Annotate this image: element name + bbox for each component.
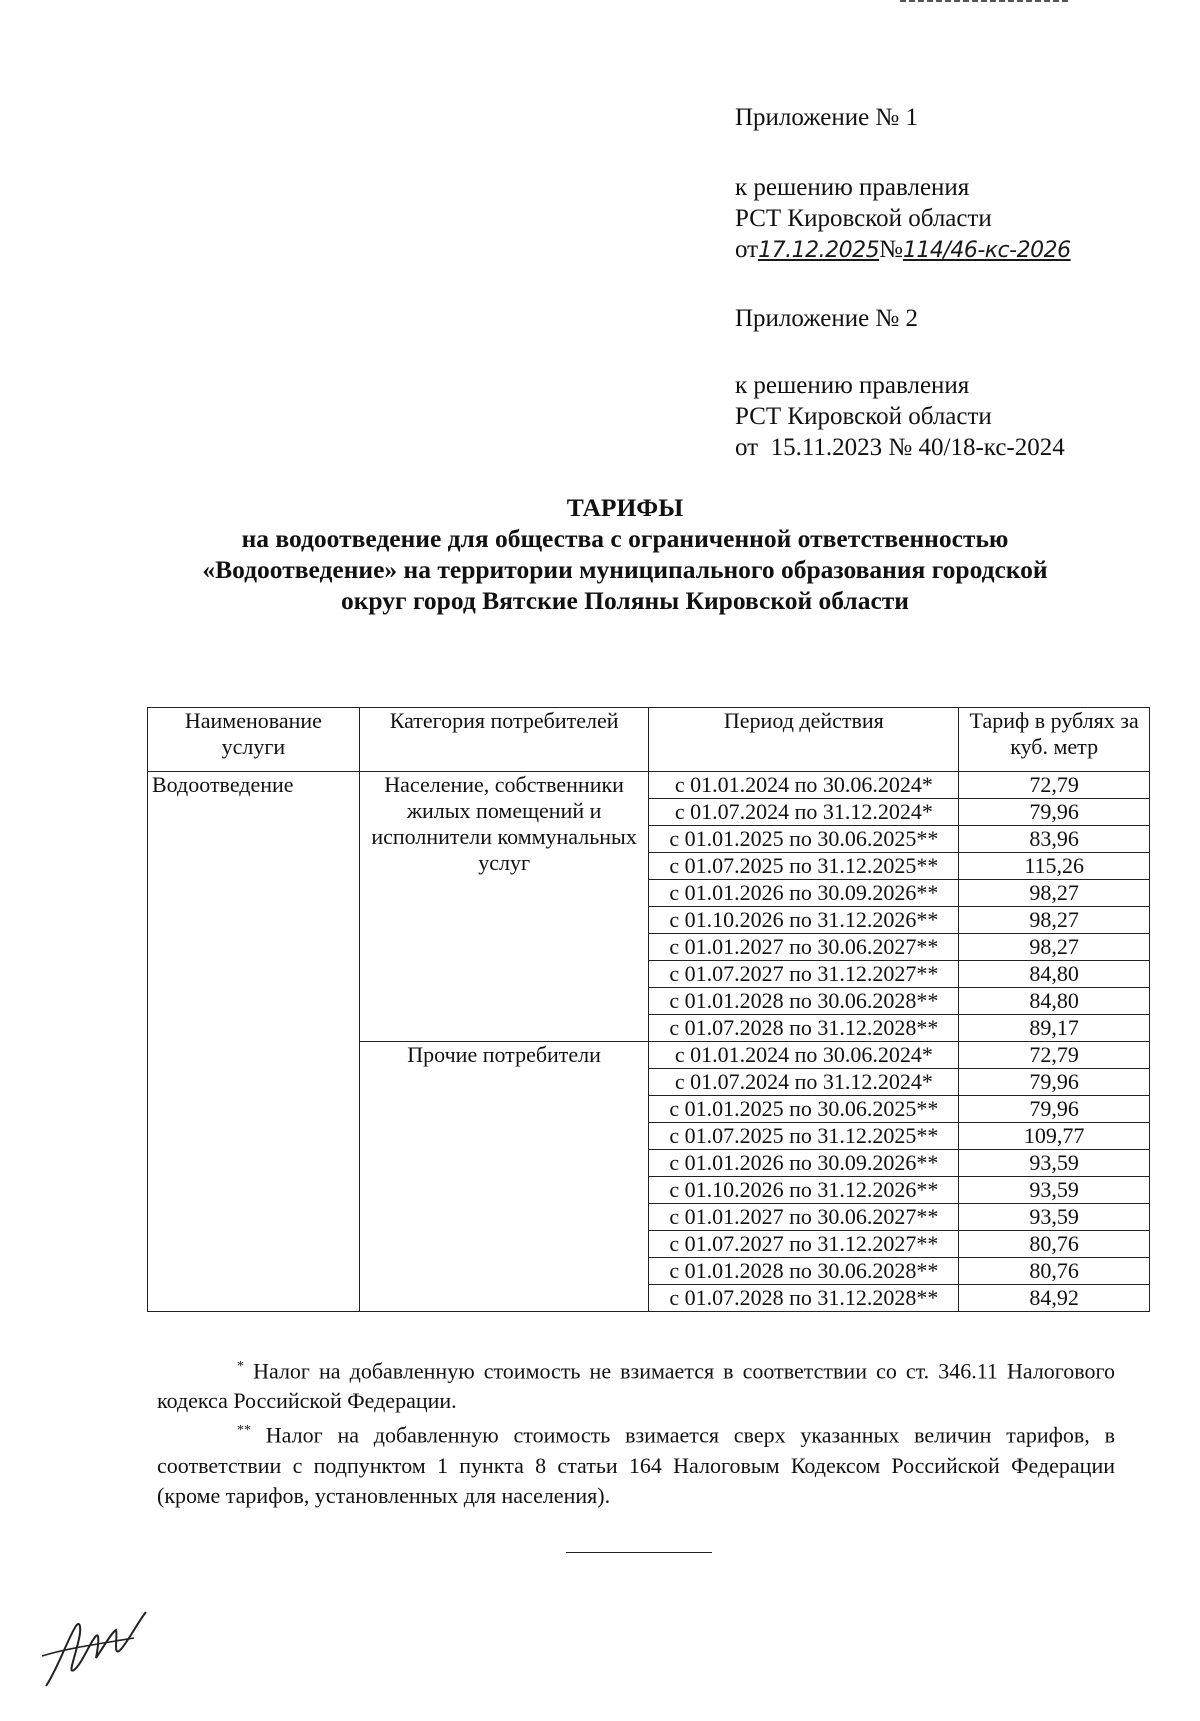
tariff-cell: 84,80 bbox=[959, 961, 1150, 988]
period-cell: с 01.01.2025 по 30.06.2025** bbox=[649, 1096, 959, 1123]
tariff-cell: 80,76 bbox=[959, 1231, 1150, 1258]
tariff-cell: 72,79 bbox=[959, 772, 1150, 799]
signature-icon bbox=[38, 1608, 158, 1693]
tariff-cell: 98,27 bbox=[959, 880, 1150, 907]
period-cell: с 01.01.2027 по 30.06.2027** bbox=[649, 1204, 959, 1231]
period-cell: с 01.07.2027 по 31.12.2027** bbox=[649, 1231, 959, 1258]
title-line-1: на водоотведение для общества с ограниченной ответственностью bbox=[241, 524, 1009, 553]
period-cell: с 01.01.2024 по 30.06.2024* bbox=[649, 1042, 959, 1069]
tariff-cell: 84,80 bbox=[959, 988, 1150, 1015]
tariff-cell: 93,59 bbox=[959, 1177, 1150, 1204]
number-mark: № bbox=[879, 236, 903, 263]
footnote-2-mark: ** bbox=[237, 1423, 251, 1439]
tariff-cell: 79,96 bbox=[959, 1096, 1150, 1123]
tariff-cell: 84,92 bbox=[959, 1285, 1150, 1312]
period-cell: с 01.10.2026 по 31.12.2026** bbox=[649, 1177, 959, 1204]
service-name-cell: Водоотведение bbox=[148, 772, 360, 1312]
handwritten-date: 17.12.2025 bbox=[758, 238, 880, 263]
header-period: Период действия bbox=[649, 708, 959, 772]
tariff-cell: 89,17 bbox=[959, 1015, 1150, 1042]
period-cell: с 01.07.2028 по 31.12.2028** bbox=[649, 1015, 959, 1042]
tariff-cell: 79,96 bbox=[959, 1069, 1150, 1096]
appendix-2-heading: Приложение № 2 bbox=[735, 305, 919, 332]
appendix-1-heading: Приложение № 1 bbox=[735, 104, 919, 131]
period-cell: с 01.01.2026 по 30.09.2026** bbox=[649, 880, 959, 907]
header-service: Наименование услуги bbox=[148, 708, 360, 772]
category-cell: Население, собственники жилых помещений и исполнители коммунальных услуг bbox=[359, 772, 649, 1042]
appendix-2-to-line-1: к решению правления bbox=[735, 372, 970, 399]
appendix-1-from-line bbox=[735, 234, 1071, 266]
period-cell: с 01.01.2028 по 30.06.2028** bbox=[649, 988, 959, 1015]
tariff-cell: 79,96 bbox=[959, 799, 1150, 826]
tariff-cell: 98,27 bbox=[959, 907, 1150, 934]
scan-edge-mark bbox=[900, 0, 1070, 3]
table-row bbox=[148, 772, 1150, 799]
period-cell: с 01.07.2025 по 31.12.2025** bbox=[649, 1123, 959, 1150]
title-line-3: округ город Вятские Поляны Кировской области bbox=[340, 586, 910, 615]
from-prefix: от bbox=[735, 236, 759, 263]
appendix-1-to-line-2: РСТ Кировской области bbox=[735, 205, 992, 232]
appendix-1-title bbox=[735, 102, 918, 133]
footnotes bbox=[157, 1352, 1115, 1511]
footnote-1-mark: * bbox=[237, 1359, 244, 1374]
header-tariff: Тариф в рублях за куб. метр bbox=[959, 708, 1150, 772]
appendix-2-reference bbox=[735, 370, 1065, 463]
tariff-cell: 80,76 bbox=[959, 1258, 1150, 1285]
tariff-cell: 93,59 bbox=[959, 1204, 1150, 1231]
title-heading: ТАРИФЫ bbox=[566, 493, 684, 522]
period-cell: с 01.01.2028 по 30.06.2028** bbox=[649, 1258, 959, 1285]
document-title bbox=[150, 492, 1100, 616]
period-cell: с 01.07.2025 по 31.12.2025** bbox=[649, 853, 959, 880]
appendix-1-reference bbox=[735, 172, 1071, 266]
period-cell: с 01.07.2024 по 31.12.2024* bbox=[649, 1069, 959, 1096]
category-cell: Прочие потребители bbox=[359, 1042, 649, 1312]
tariff-cell: 109,77 bbox=[959, 1123, 1150, 1150]
period-cell: с 01.07.2027 по 31.12.2027** bbox=[649, 961, 959, 988]
tariff-table bbox=[147, 707, 1150, 1312]
appendix-1-to-line-1: к решению правления bbox=[735, 174, 970, 201]
handwritten-number: 114/46-кс-2026 bbox=[902, 238, 1071, 263]
period-cell: с 01.07.2028 по 31.12.2028** bbox=[649, 1285, 959, 1312]
appendix-2-title bbox=[735, 303, 918, 334]
closing-divider bbox=[566, 1552, 712, 1553]
title-line-2: «Водоотведение» на территории муниципального образования городской bbox=[202, 555, 1048, 584]
footnote-2 bbox=[157, 1416, 1115, 1510]
period-cell: с 01.10.2026 по 31.12.2026** bbox=[649, 907, 959, 934]
period-cell: с 01.01.2025 по 30.06.2025** bbox=[649, 826, 959, 853]
footnote-1-text: Налог на добавленную стоимость не взимается в соответствии со ст. 346.11 Налогового кодекса Российской Федерации. bbox=[157, 1358, 1115, 1414]
table-header-row bbox=[148, 708, 1150, 772]
tariff-cell: 83,96 bbox=[959, 826, 1150, 853]
period-cell: с 01.01.2024 по 30.06.2024* bbox=[649, 772, 959, 799]
footnote-1 bbox=[157, 1352, 1115, 1416]
tariff-cell: 98,27 bbox=[959, 934, 1150, 961]
tariff-cell: 72,79 bbox=[959, 1042, 1150, 1069]
period-cell: с 01.07.2024 по 31.12.2024* bbox=[649, 799, 959, 826]
header-category: Категория потребителей bbox=[359, 708, 649, 772]
appendix-2-to-line-2: РСТ Кировской области bbox=[735, 403, 992, 430]
footnote-2-text: Налог на добавленную стоимость взимается сверх указанных величин тарифов, в соответствии с подпунктом 1 пункта 8 статьи 164 Налоговым Кодексом Российской Федерации (кроме тарифов, установленных для населения). bbox=[157, 1422, 1115, 1508]
appendix-2-from-line: от 15.11.2023 № 40/18-кс-2024 bbox=[735, 434, 1065, 461]
period-cell: с 01.01.2026 по 30.09.2026** bbox=[649, 1150, 959, 1177]
tariff-cell: 115,26 bbox=[959, 853, 1150, 880]
period-cell: с 01.01.2027 по 30.06.2027** bbox=[649, 934, 959, 961]
tariff-cell: 93,59 bbox=[959, 1150, 1150, 1177]
